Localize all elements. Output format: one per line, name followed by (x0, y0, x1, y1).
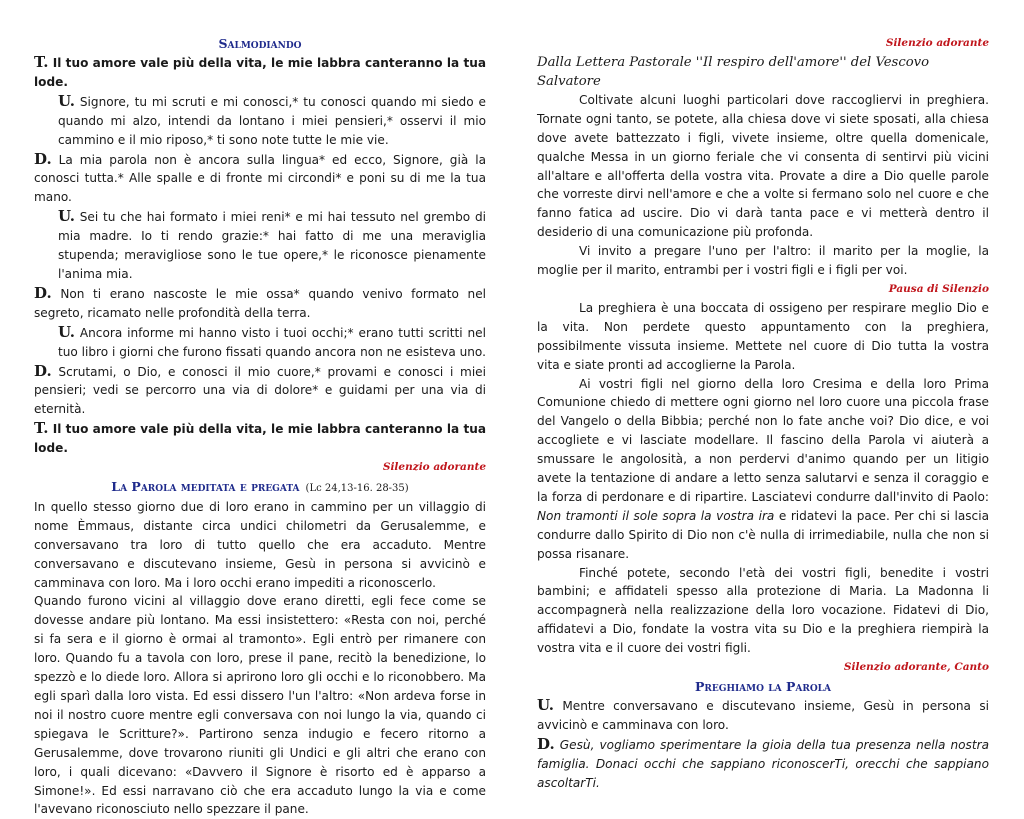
psalm-verse (34, 92, 486, 150)
verse-text: Non ti erano nascoste le mie ossa* quando venivo formato nel segreto, ricamato nelle profondità della terra. (34, 286, 486, 320)
verse-text: Mentre conversavano e discutevano insieme, Gesù in persona si avvicinò e camminava con loro. (537, 699, 989, 732)
psalm-verse (34, 362, 486, 420)
verse-mark: U. (58, 207, 75, 226)
verse-mark: D. (34, 149, 52, 168)
silence-note: Silenzio adorante (382, 461, 486, 474)
verse-mark: U. (537, 696, 554, 714)
psalm-heading: Salmodiando (218, 36, 302, 51)
word-heading-text: La Parola meditata e pregata (111, 478, 300, 494)
left-column (34, 34, 486, 819)
verse-mark: T. (34, 419, 49, 438)
psalm-verse (34, 419, 486, 458)
verse-text: Signore, tu mi scruti e mi conosci,* tu conosci quando mi siedo e quando mi alzo, intendi da lontano i miei pensieri,* osservi il mio cammino e il mio riposo,* ti sono note tutte le mie vie. (58, 94, 486, 147)
verse-mark: T. (34, 53, 49, 71)
silence-canto-note: Silenzio adorante, Canto (843, 661, 989, 674)
pause-note: Pausa di Silenzio (888, 282, 989, 295)
verse-text: La mia parola non è ancora sulla lingua* ed ecco, Signore, già la conosci tutta.* Alle spalle e di fronte mi circondi* e poni su di me la tua mano. (34, 152, 486, 205)
verse-text: Scrutami, o Dio, e conosci il mio cuore,* provami e conosci i miei pensieri; vedi se percorro una via di dolore* e guidami per una via di eternità. (34, 364, 486, 417)
psalm-verse (34, 284, 486, 323)
verse-text: Ancora informe mi hanno visto i tuoi occhi;* erano tutti scritti nel tuo libro i giorni che furono fissati quando ancora non ne esisteva uno. (58, 325, 486, 359)
silence-note: Silenzio adorante (885, 37, 989, 49)
letter-text: e ridatevi la pace. Per chi si lascia condurre dallo Spirito di Dio non c'è nulla di irrimediabile, nulla che non si possa risanare. (537, 508, 989, 561)
word-heading (34, 477, 486, 498)
letter-paragraph: Vi invito a pregare l'uno per l'altro: il marito per la moglie, la moglie per il marito, entrambi per i vostri figli e i figli per voi. (537, 244, 989, 278)
psalm-verse (34, 207, 486, 284)
letter-title: Dalla Lettera Pastorale ''Il respiro dell'amore'' del Vescovo Salvatore (537, 54, 930, 89)
paul-quote: Non tramonti il sole sopra la vostra ira (537, 508, 775, 523)
letter-text: Ai vostri figli nel giorno della loro Cresima e della loro Prima Comunione chiedo di mettere ogni giorno nel loro cuore una piccola frase del Vangelo o della Bibbia; perché non lo fate anche voi? Dio dice, e voi accogliete e vi lasciate modellare. Il fascino della Parola vi aiuterà a smussare le angolosità, a non perdervi d'animo quando per un litigio avete la tentazione di andare a letto senza salutarvi e senza il coraggio e la forza di perdonare e di ripartire. Lasciatevi condurre dall'invito di Paolo: (537, 376, 989, 504)
verse-text: Sei tu che hai formato i miei reni* e mi hai tessuto nel grembo di mia madre. Io ti rendo grazie:* hai fatto di me una meraviglia stupenda; meravigliose sono le tue opere,* le riconosce pienamente l'anima mia. (58, 210, 486, 281)
psalm-verse (34, 53, 486, 92)
gospel-paragraph: Quando furono vicini al villaggio dove erano diretti, egli fece come se dovesse andare più lontano. Ma essi insistettero: «Resta con noi, perché si fa sera e il giorno è ormai al tramonto». Egli entrò per rimanere con loro. Quando fu a tavola con loro, prese il pane, recitò la benedizione, lo spezzò e lo diede loro. Allora si aprirono loro gli occhi e lo riconobbero. Ma egli sparì dalla loro vista. Ed essi dissero l'un l'altro: «Non ardeva forse in noi il nostro cuore mentre egli conversava con noi lungo la via, quando ci spiegava le Scritture?». Partirono senza indugio e fecero ritorno a Gerusalemme, dove trovarono riuniti gli Undici e gli altri che erano con loro, i quali dicevano: «Davvero il Signore è risorto ed è apparso a Simone!». Ed essi narravano ciò che era accaduto lungo la via e come l'avevano riconosciuto nello spezzare il pane. (34, 594, 486, 817)
verse-mark: U. (58, 322, 75, 341)
verse-text: Il tuo amore vale più della vita, le mie labbra canteranno la tua lode. (34, 422, 486, 456)
right-column (537, 34, 989, 793)
pray-heading: Preghiamo la Parola (695, 679, 831, 694)
gospel-paragraph: In quello stesso giorno due di loro erano in cammino per un villaggio di nome Èmmaus, distante circa undici chilometri da Gerusalemme, e conversavano tra loro di tutto quello che era accaduto. Mentre conversavano e discutevano insieme, Gesù in persona si avvicinò e camminava con loro. Ma i loro occhi erano impediti a riconoscerlo. (34, 499, 486, 590)
letter-paragraph: Finché potete, secondo l'età dei vostri figli, benedite i vostri bambini; e affidateli spesso alla protezione di Maria. La Madonna li accompagnerà nella realizzazione della loro vocazione. Fidatevi di Dio, affidatevi a Dio, fondate la vostra vita su Dio e la preghiera riempirà la vostra vita e il cuore dei vostri figli. (537, 565, 989, 656)
prayer-verse (537, 735, 989, 793)
psalm-verse (34, 150, 486, 208)
letter-paragraph: La preghiera è una boccata di ossigeno per respirare meglio Dio e la vita. Non perdete questo appuntamento con la preghiera, possibilmente vissuta insieme. Mettete nel cuore di Dio tutta la vostra vita e siate pronti ad accoglierne la Parola. (537, 300, 989, 372)
verse-text: Il tuo amore vale più della vita, le mie labbra canteranno la tua lode. (34, 56, 486, 89)
verse-mark: D. (537, 734, 555, 753)
letter-paragraph (537, 375, 989, 564)
letter-paragraph: Coltivate alcuni luoghi particolari dove raccogliervi in preghiera. Tornate ogni tanto, se potete, alla chiesa dove vi siete sposati, alla chiesa dove avete battezzato i figli, vivete insieme, oltre quella domenicale, qualche Messa in un giorno feriale che vi consenta di sentirvi più vicini all'altare e all'offerta della vostra vita. Provate a dire a Dio quelle parole che vorreste dirvi nell'amore e che a volte si fermano solo nel cuore e che fanno fatica ad uscire. Dio vi darà tanta pace e vi metterà dentro il desiderio di una comunicazione più profonda. (537, 92, 989, 240)
gospel-reference: (Lc 24,13-16. 28-35) (305, 482, 409, 494)
psalm-verse (34, 323, 486, 362)
verse-text: Gesù, vogliamo sperimentare la gioia della tua presenza nella nostra famiglia. Donaci occhi che sappiano riconoscerTi, orecchi che sappiano ascoltarTi. (537, 737, 989, 790)
prayer-verse (537, 696, 989, 735)
verse-mark: D. (34, 361, 52, 380)
verse-mark: D. (34, 283, 52, 302)
verse-mark: U. (58, 91, 75, 110)
